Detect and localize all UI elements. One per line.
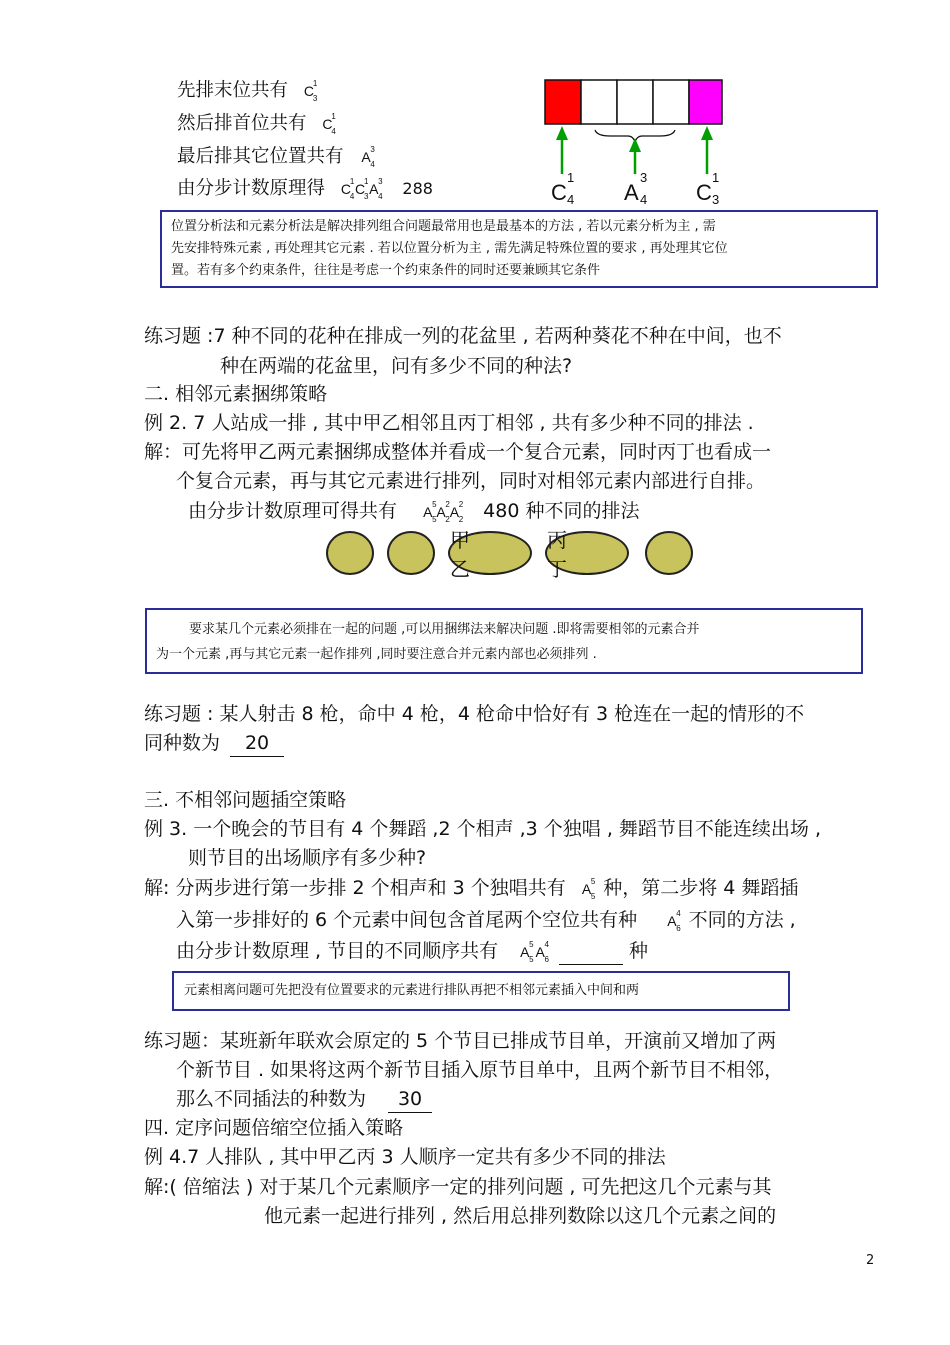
exercise2-line1: 练习题 : 某人射击 8 枪，命中 4 枪，4 枪命中恰好有 3 枪连在一起的情形的不 (144, 703, 805, 725)
exercise3-line1: 练习题：某班新年联欢会原定的 5 个节目已排成节目单，开演前又增加了两 (144, 1030, 777, 1052)
formula-a64: A 4 6 (667, 909, 681, 933)
text-first-position: 然后排首位共有 (177, 113, 307, 134)
section2-example: 例 2. 7 人站成一排 , 其中甲乙相邻且丙丁相邻 , 共有多少种不同的排法 . (144, 412, 754, 434)
result-288: 288 (402, 179, 433, 198)
arrow-right-icon (701, 126, 713, 174)
formula-a43: A 3 4 (361, 145, 375, 169)
formula-a55: A 5 5 (581, 877, 596, 901)
cell-4 (653, 80, 689, 124)
exercise1-line2: 种在两端的花盆里，问有多少不同的种法? (220, 355, 573, 377)
text-step-principle: 由分步计数原理得 (177, 178, 326, 199)
cell-2 (581, 80, 617, 124)
section4-example: 例 4.7 人排队 , 其中甲乙丙 3 人顺序一定共有多少不同的排法 (144, 1146, 666, 1168)
arrow-left-icon (556, 126, 568, 174)
line-other-positions (177, 144, 375, 170)
formula-c31: C 1 3 (303, 79, 318, 103)
note2-line1: 要求某几个元素必须排在一起的问题 ,可以用捆绑法来解决问题 .即将需要相邻的元素合并 (189, 622, 700, 637)
note2-line2: 为一个元素 ,再与其它元素一起作排列 ,同时要注意合并元素内部也必须排列 . (156, 647, 597, 662)
text-other-positions: 最后排其它位置共有 (177, 146, 344, 167)
note1-line2: 先安排特殊元素 , 再处理其它元素 . 若以位置分析为主 , 需先满足特殊位置的要求 , 再处理其它位 (171, 241, 728, 256)
exercise2-answer: 20 (230, 730, 284, 757)
section4-solution-line2: 他元素一起进行排列 , 然后用总排列数除以这几个元素之间的 (264, 1205, 777, 1227)
section3-blank (559, 938, 623, 965)
section2-title: 二. 相邻元素捆绑策略 (144, 383, 328, 405)
section3-example-line1: 例 3. 一个晚会的节目有 4 个舞蹈 ,2 个相声 ,3 个独唱 , 舞蹈节目不能连续出场 , (144, 818, 821, 840)
page-number: 2 (866, 1253, 875, 1268)
arrow-mid-icon (629, 138, 641, 174)
exercise1-line1: 练习题 :7 种不同的花种在排成一列的花盆里 , 若两种葵花不种在中间，也不 (144, 325, 782, 347)
note-box-binding (145, 608, 863, 674)
line-first-position (177, 111, 336, 137)
note-box-insertion (172, 971, 790, 1011)
line-last-position (177, 78, 318, 104)
formula-a55-a22-a22: A 5 5 (423, 500, 437, 524)
oval-element-2 (387, 531, 435, 575)
formula-a55-a64: A 5 5 (520, 940, 534, 964)
oval-element-5 (645, 531, 693, 575)
note1-line3: 置。若有多个约束条件，往往是考虑一个约束条件的同时还要兼顾其它条件 (171, 263, 601, 278)
diagram-label-right: C 1 3 (696, 170, 720, 207)
oval-jia-yi: 甲 乙 (448, 531, 532, 575)
note3-line1: 元素相离问题可先把没有位置要求的元素进行排队再把不相邻元素插入中间和两 (184, 983, 640, 998)
formula-c41: C 1 4 (322, 112, 336, 136)
note1-line1: 位置分析法和元素分析法是解决排列组合问题最常用也是最基本的方法 , 若以元素分析为主 , 需 (171, 219, 716, 234)
oval-bing-ding: 丙 丁 (545, 531, 629, 575)
diagram-label-mid: A 3 4 (624, 170, 648, 207)
cell-3 (617, 80, 653, 124)
exercise3-line2: 个新节目 . 如果将这两个新节目插入原节目单中，且两个新节目不相邻， (176, 1059, 784, 1081)
section3-example-line2: 则节目的出场顺序有多少种? (188, 847, 427, 869)
section4-solution-line1: 解:( 倍缩法 ) 对于某几个元素顺序一定的排列问题 , 可先把这几个元素与其 (144, 1176, 772, 1198)
section2-solution-line3: 由分步计数原理可得共有 A 5 5 A 2 2 A 2 2 480 种不同的排法 (188, 500, 640, 524)
exercise3-answer: 30 (388, 1086, 432, 1113)
cell-last-magenta (689, 80, 722, 124)
section3-solution-line2: 入第一步排好的 6 个元素中间包含首尾两个空位共有种 A 4 6 不同的方法 , (176, 909, 796, 933)
cell-first-red (545, 80, 581, 124)
oval-element-1 (326, 531, 374, 575)
diagram-label-left: C 1 4 (551, 170, 575, 207)
line-step-principle: 由分步计数原理得 C 1 4 C 1 3 A 3 4 288 (177, 177, 433, 201)
section3-title: 三. 不相邻问题插空策略 (144, 789, 347, 811)
section2-solution-line1: 解：可先将甲乙两元素捆绑成整体并看成一个复合元素，同时丙丁也看成一 (144, 441, 772, 463)
formula-c41-c31-a43: C 1 4 (340, 177, 355, 201)
section3-solution-line1: 解: 分两步进行第一步排 2 个相声和 3 个独唱共有 A 5 5 种，第二步将 4 舞蹈插 (144, 877, 799, 901)
section3-solution-line3: 由分步计数原理 , 节目的不同顺序共有 A 5 5 A 4 6 种 (176, 940, 648, 964)
text-last-position: 先排末位共有 (177, 80, 289, 101)
note-box-analysis (160, 210, 878, 288)
exercise2-line2: 同种数为 20 (144, 730, 284, 757)
section4-title: 四. 定序问题倍缩空位插入策略 (144, 1117, 404, 1139)
exercise3-line3: 那么不同插法的种数为 30 (176, 1086, 432, 1113)
section2-solution-line2: 个复合元素，再与其它元素进行排列，同时对相邻元素内部进行自排。 (176, 470, 766, 492)
